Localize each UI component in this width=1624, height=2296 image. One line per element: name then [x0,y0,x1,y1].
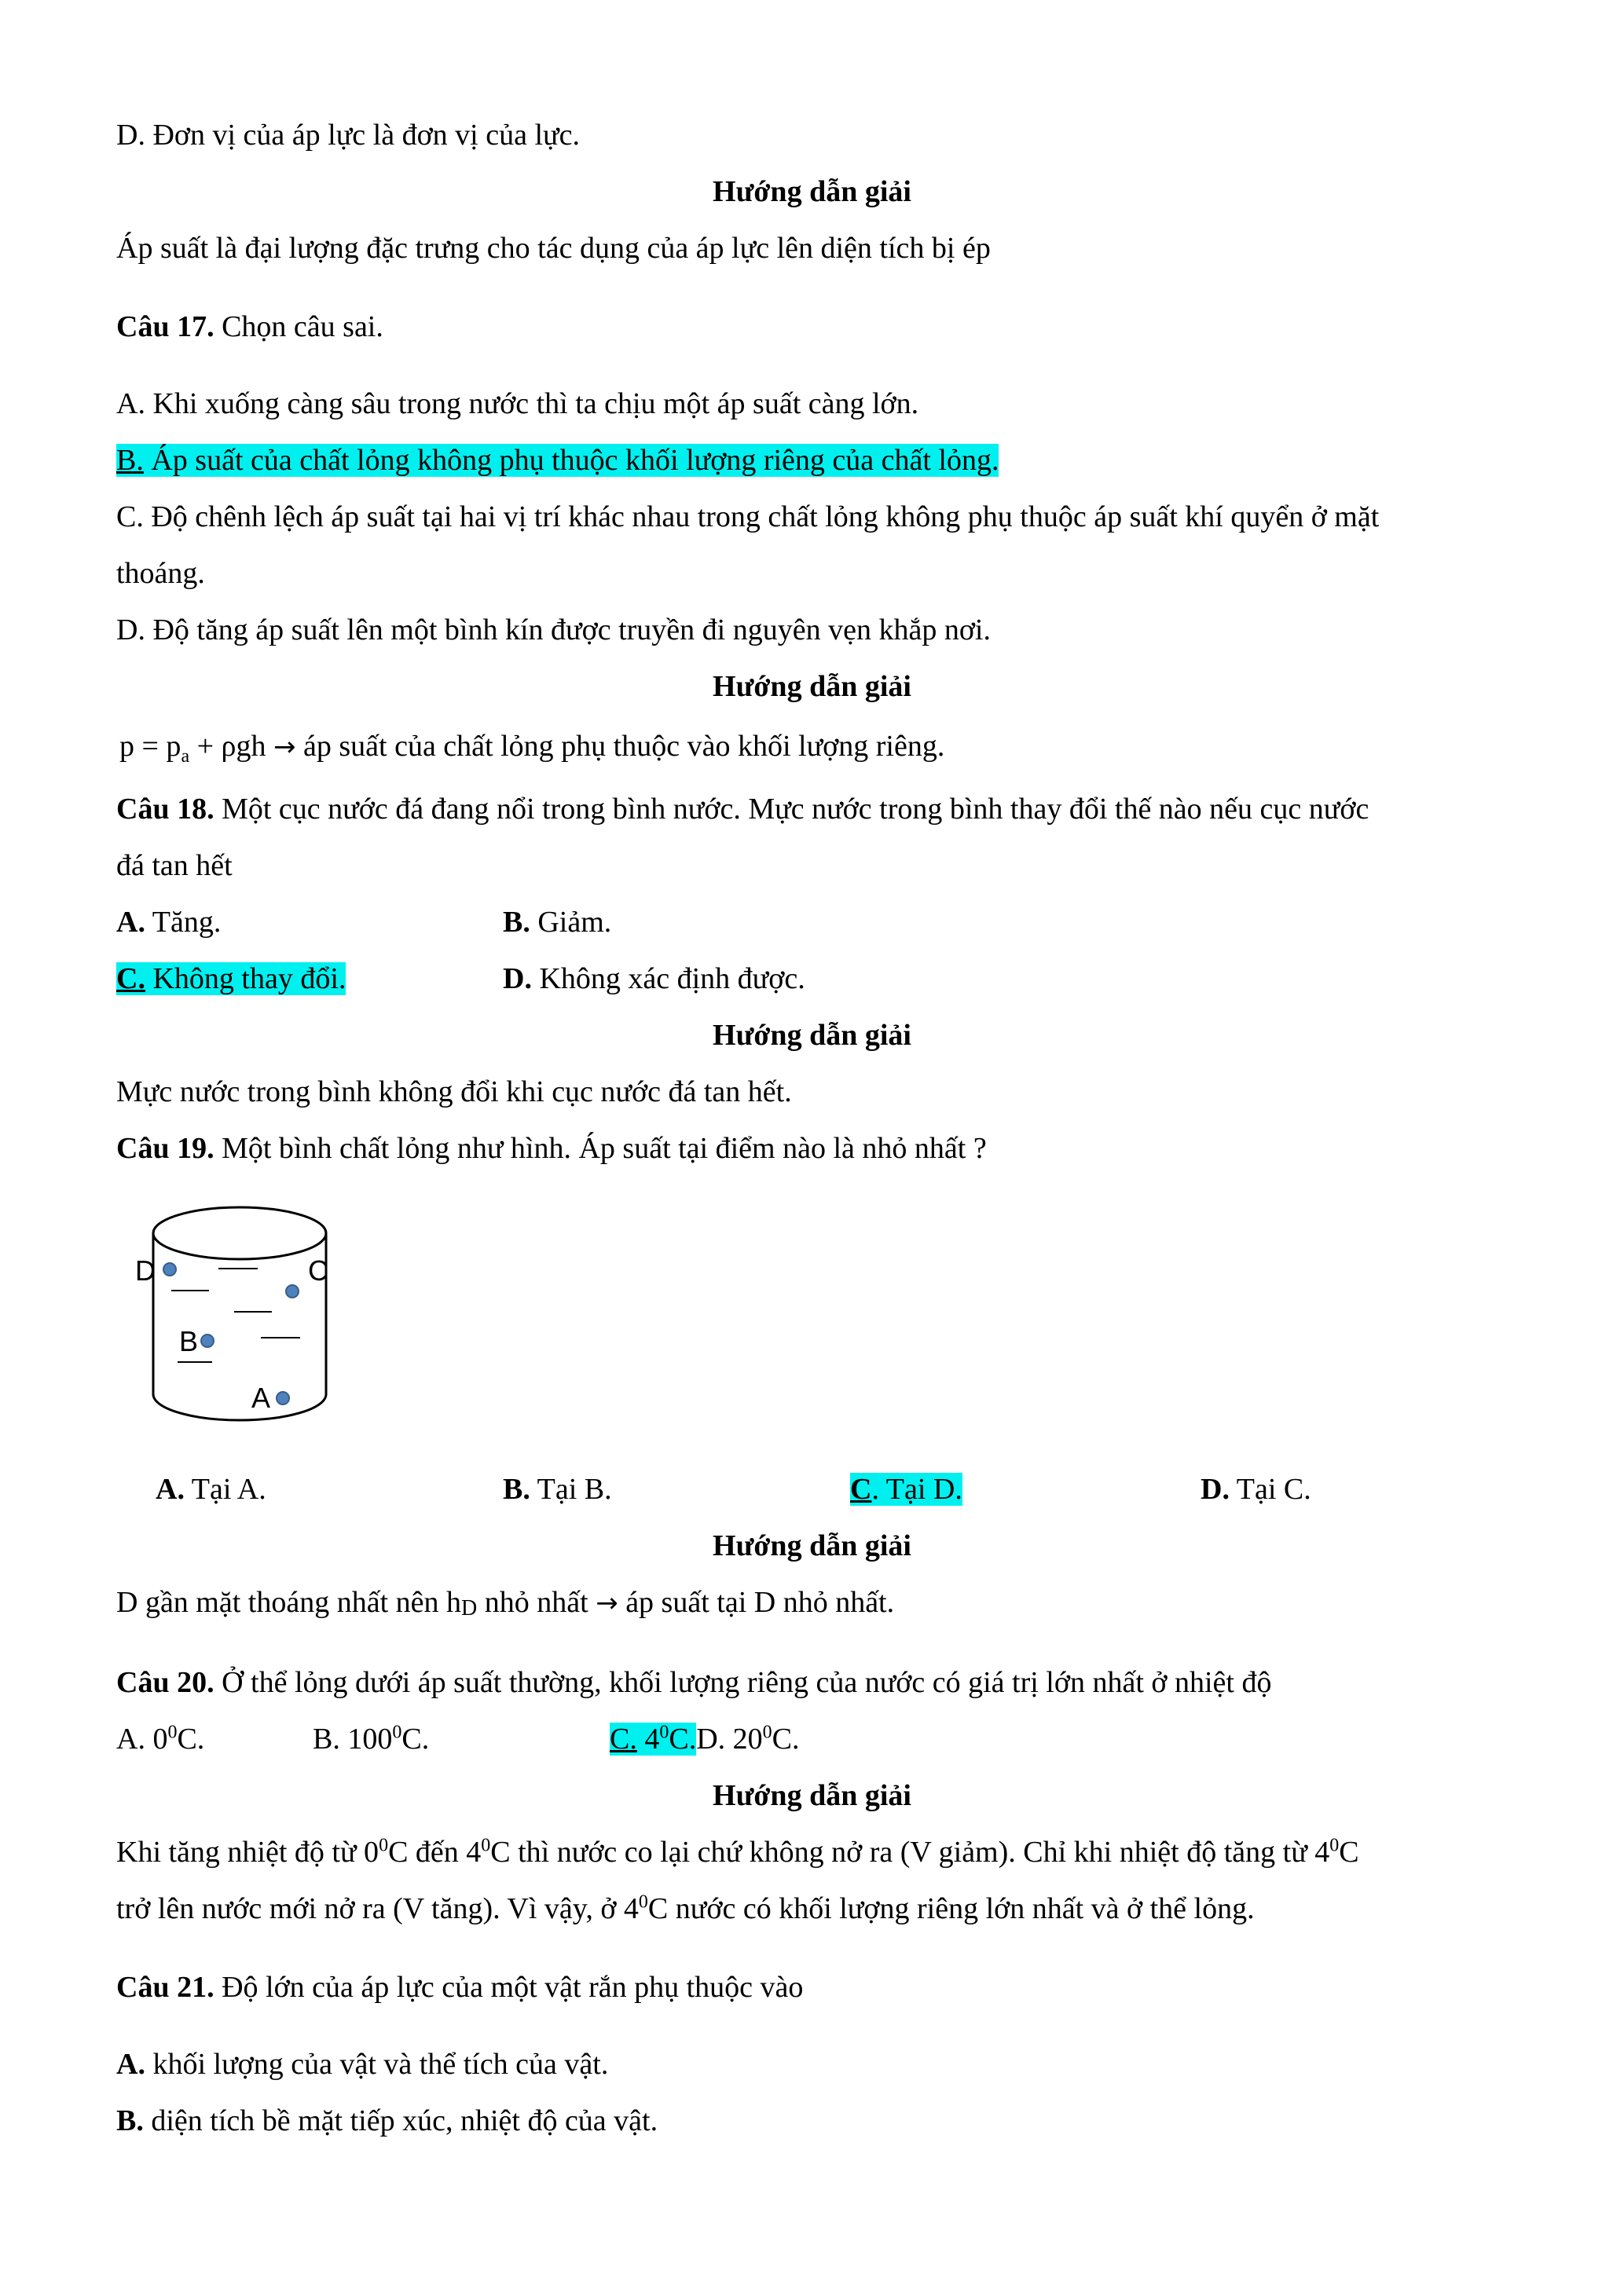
q19-d-text: Tại C. [1229,1473,1311,1506]
q19-d-letter: D. [1201,1473,1230,1506]
q18-c-text: Không thay đổi. [145,962,346,995]
q18-question-line1 [116,790,1369,828]
q17-question [116,308,383,346]
q21-b-text: diện tích bề mặt tiếp xúc, nhiệt độ của vật. [143,2104,658,2137]
q17-formula-rest: + ρgh [189,730,266,763]
q20-g1-sup2: 0 [481,1835,491,1856]
q20-c-sup: 0 [659,1722,669,1743]
q19-container-figure [126,1194,354,1430]
q17-option-b [116,441,999,479]
label-c: C [308,1254,328,1287]
q20-g1-b: C đến 4 [388,1836,482,1869]
q20-question [116,1664,1271,1701]
q19-option-b [503,1470,612,1508]
q18-a-text: Tăng. [145,906,222,939]
q17-option-c-line2: thoáng. [116,557,205,590]
q19-guide [116,1584,894,1628]
q18-option-c [116,960,346,998]
q21-option-b [116,2102,658,2140]
q19-guide-2: nhỏ nhất [477,1586,596,1619]
q17-formula-sub: a [181,746,190,767]
q20-g1-sup1: 0 [379,1835,389,1856]
q20-guide-line1 [116,1833,1359,1871]
q18-guide-title: Hướng dẫn giải [713,1019,911,1052]
q21-a-letter: A. [116,2048,145,2081]
q18-option-a [116,903,221,941]
q17-option-c-line1: C. Độ chênh lệch áp suất tại hai vị trí khác nhau trong chất lỏng không phụ thuộc áp suất khí quyển ở mặt [116,500,1380,533]
q17-option-b-letter: B. [116,444,144,477]
q20-option-c-d [610,1720,800,1758]
q20-g1-d: C [1339,1836,1359,1869]
q18-option-d [503,960,805,998]
q17-option-b-text: Áp suất của chất lỏng không phụ thuộc khối lượng riêng của chất lỏng. [143,444,999,477]
q20-text: Ở thể lỏng dưới áp suất thường, khối lượng riêng của nước có giá trị lớn nhất ở nhiệt độ [214,1666,1272,1699]
q17-option-a: A. Khi xuống càng sâu trong nước thì ta chịu một áp suất càng lớn. [116,387,919,420]
q17-option-d: D. Độ tăng áp suất lên một bình kín được truyền đi nguyên vẹn khắp nơi. [116,613,991,646]
q17-text: Chọn câu sai. [214,310,383,343]
q20-option-b [313,1720,429,1758]
arrow-icon: → [273,731,296,763]
q20-d-post: C. [772,1723,800,1756]
q18-guide: Mực nước trong bình không đổi khi cục nước đá tan hết. [116,1075,792,1108]
q20-a-pre: A. 0 [116,1723,168,1756]
q21-label: Câu 21. [116,1971,214,2004]
q19-guide-title: Hướng dẫn giải [713,1529,911,1562]
q18-text-line1: Một cục nước đá đang nổi trong bình nước. Mực nước trong bình thay đổi thế nào nếu cục nước [214,793,1369,826]
q17-guide-title: Hướng dẫn giải [713,670,911,703]
q17-guide [119,727,944,775]
q20-d-pre: D. 20 [696,1723,763,1756]
q20-g2-a: trở lên nước mới nở ra (V tăng). Vì vậy, ở 4 [116,1892,639,1925]
q20-g1-sup3: 0 [1329,1835,1340,1856]
point-b-dot [201,1335,214,1347]
q19-guide-sub: D [461,1596,478,1620]
q16-guide-title: Hướng dẫn giải [713,175,911,208]
q21-question [116,1968,803,2006]
q21-b-letter: B. [116,2104,144,2137]
q19-b-letter: B. [503,1473,530,1506]
q21-a-text: khối lượng của vật và thể tích của vật. [145,2048,609,2081]
q19-guide-3: áp suất tại D nhỏ nhất. [618,1586,895,1619]
q20-g1-c: C thì nước co lại chứ không nở ra (V giảm). Chỉ khi nhiệt độ tăng từ 4 [490,1836,1330,1869]
q20-a-post: C. [177,1723,205,1756]
q18-question-line2: đá tan hết [116,849,233,882]
q18-c-letter: C. [116,962,145,995]
q19-label: Câu 19. [116,1132,214,1165]
q19-text: Một bình chất lỏng như hình. Áp suất tại điểm nào là nhỏ nhất ? [214,1132,987,1165]
q18-b-text: Giảm. [530,906,612,939]
q19-c-text: . Tại D. [871,1473,962,1506]
q20-b-post: C. [401,1723,430,1756]
q19-c-letter: C [850,1473,872,1506]
q18-label: Câu 18. [116,793,214,826]
q19-question [116,1130,987,1167]
q20-c-pre: 4 [636,1723,660,1756]
q19-b-text: Tại B. [530,1473,612,1506]
q18-d-text: Không xác định được. [531,962,805,995]
q20-label: Câu 20. [116,1666,214,1699]
q20-b-pre: B. 100 [313,1723,393,1756]
q19-option-d [1201,1470,1311,1508]
q20-d-sup: 0 [762,1722,772,1743]
label-d: D [135,1254,156,1287]
q20-c-letter: C. [610,1723,637,1756]
q18-a-letter: A. [116,906,145,939]
q17-guide-text: áp suất của chất lỏng phụ thuộc vào khối lượng riêng. [295,730,945,763]
q18-b-letter: B. [503,906,530,939]
label-b: B [179,1325,199,1357]
q20-guide-title: Hướng dẫn giải [713,1779,911,1812]
point-a-dot [277,1392,289,1404]
q20-a-sup: 0 [167,1722,178,1743]
q18-d-letter: D. [503,962,532,995]
q16-guide: Áp suất là đại lượng đặc trưng cho tác dụng của áp lực lên diện tích bị ép [116,232,991,265]
container-top-rim [153,1207,326,1259]
q20-option-a [116,1720,204,1758]
q17-formula-p: p = p [119,730,181,763]
q20-g2-b: C nước có khối lượng riêng lớn nhất và ở thể lỏng. [647,1892,1255,1925]
q20-guide-line2 [116,1890,1255,1928]
q20-g2-sup: 0 [638,1891,648,1913]
q20-g1-a: Khi tăng nhiệt độ từ 0 [116,1836,379,1869]
q21-option-a [116,2045,608,2083]
q16-option-d: D. Đơn vị của áp lực là đơn vị của lực. [116,119,580,152]
q21-text: Độ lớn của áp lực của một vật rắn phụ thuộc vào [214,1971,804,2004]
q20-b-sup: 0 [392,1722,402,1743]
arrow-icon: → [596,1587,618,1619]
q20-c-post: C. [669,1723,697,1756]
q19-a-letter: A. [156,1473,185,1506]
point-d-dot [163,1263,176,1276]
q19-option-c [850,1470,962,1508]
q19-guide-1: D gần mặt thoáng nhất nên h [116,1586,462,1619]
point-c-dot [286,1285,299,1298]
q19-a-text: Tại A. [184,1473,266,1506]
q18-option-b [503,903,611,941]
q19-option-a [156,1470,266,1508]
q17-label: Câu 17. [116,310,214,343]
label-a: A [251,1382,271,1414]
